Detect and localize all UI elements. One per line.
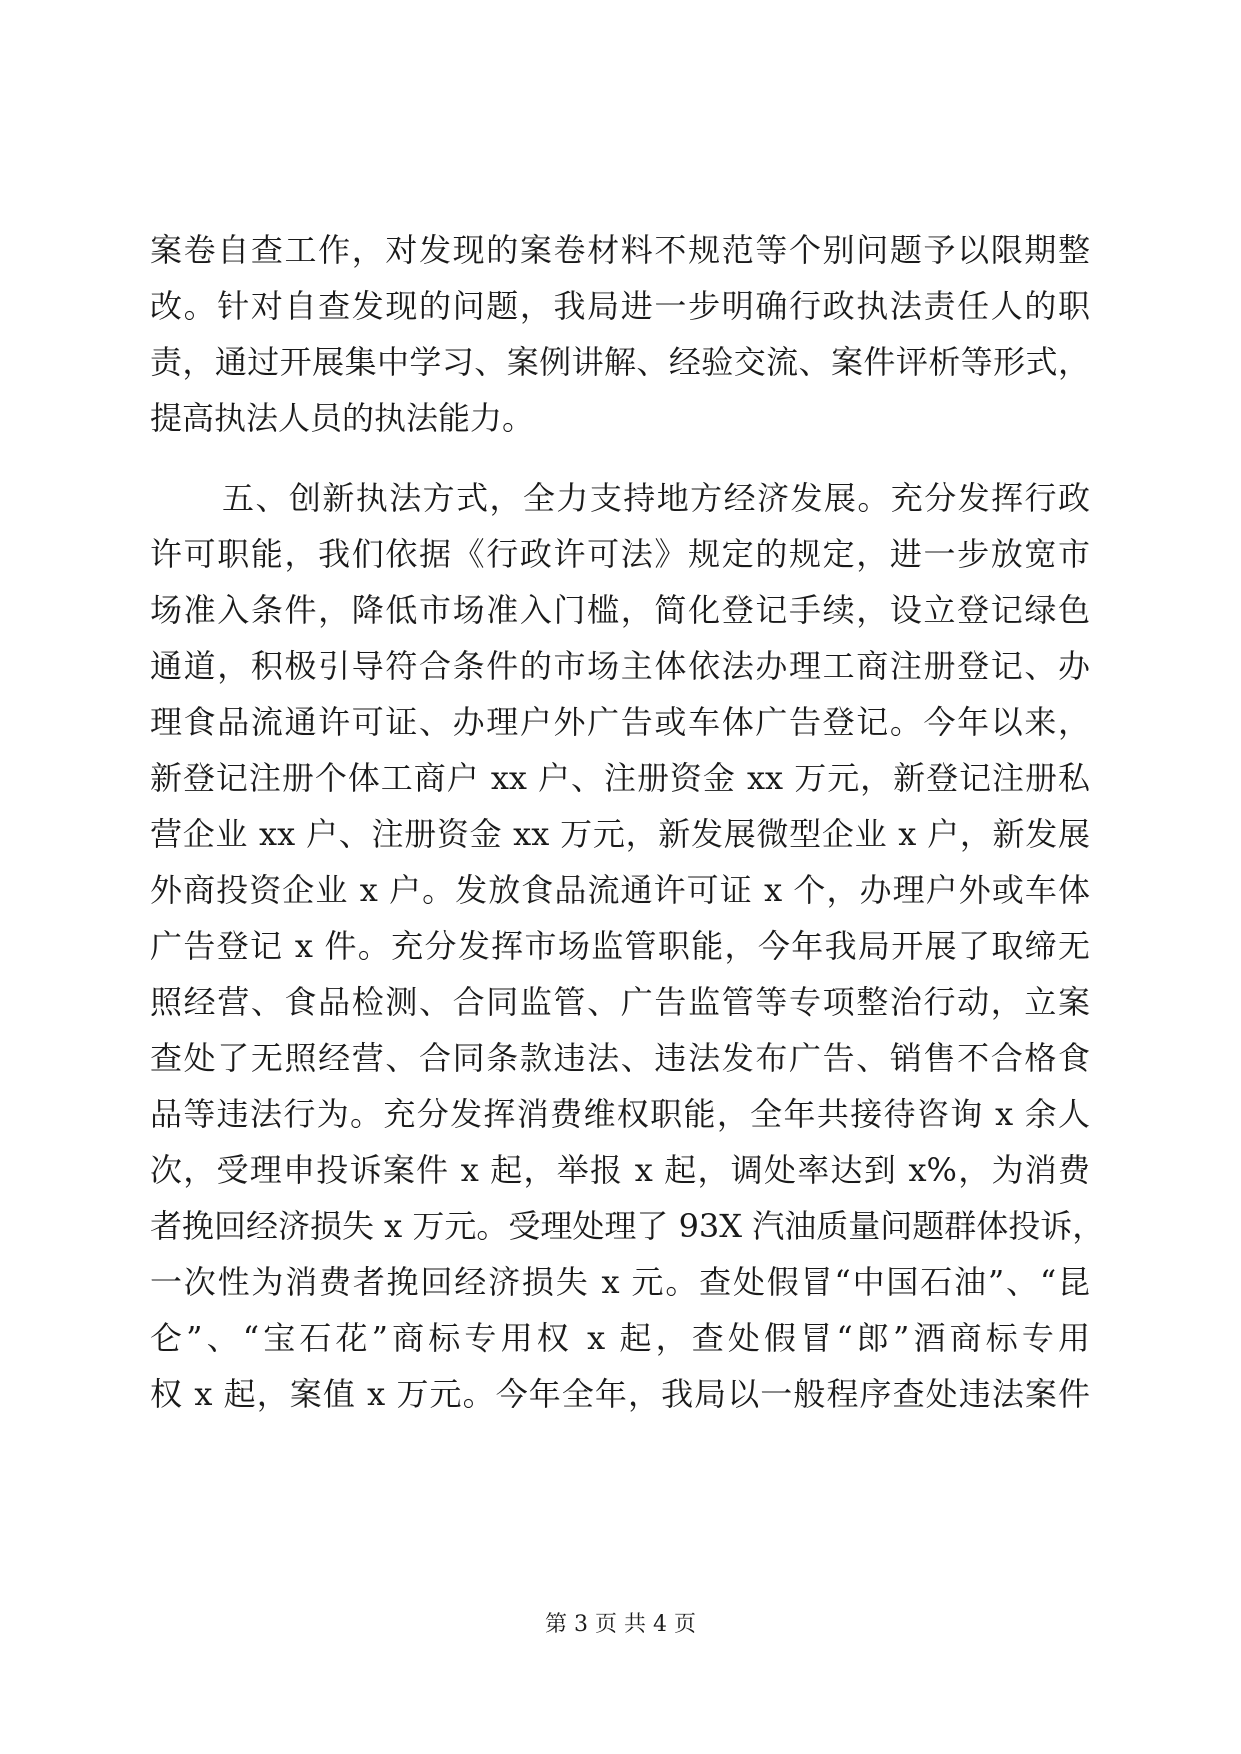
text-line: 查处了无照经营、合同条款违法、违法发布广告、销售不合格食 [150, 1039, 1090, 1077]
page-number-footer: 第 3 页 共 4 页 [545, 1612, 696, 1637]
text-line: 照经营、食品检测、合同监管、广告监管等专项整治行动，立案 [150, 983, 1090, 1021]
text-line: 理食品流通许可证、办理户外广告或车体广告登记。今年以来， [150, 703, 1090, 741]
text-line: 场准入条件，降低市场准入门槛，简化登记手续，设立登记绿色 [150, 591, 1090, 629]
text-line: 仑”、“宝石花”商标专用权 x 起，查处假冒“郎”酒商标专用 [150, 1319, 1090, 1357]
text-line: 营企业 xx 户、注册资金 xx 万元，新发展微型企业 x 户，新发展 [150, 815, 1090, 853]
text-line: 许可职能，我们依据《行政许可法》规定的规定，进一步放宽市 [150, 535, 1090, 573]
paragraph-spacer [150, 446, 1090, 470]
paragraph-self-inspection [150, 222, 1090, 446]
text-line: 者挽回经济损失 x 万元。受理处理了 93X 汽油质量问题群体投诉， [150, 1207, 1105, 1245]
text-line: 改。针对自查发现的问题，我局进一步明确行政执法责任人的职 [150, 287, 1090, 325]
text-line: 责，通过开展集中学习、案例讲解、经验交流、案件评析等形式， [150, 343, 1090, 381]
text-line: 外商投资企业 x 户。发放食品流通许可证 x 个，办理户外或车体 [150, 871, 1090, 909]
text-line: 五、创新执法方式，全力支持地方经济发展。充分发挥行政 [222, 479, 1090, 517]
text-line: 案卷自查工作，对发现的案卷材料不规范等个别问题予以限期整 [150, 231, 1090, 269]
paragraph-innovation [150, 470, 1105, 1422]
text-line: 权 x 起，案值 x 万元。今年全年，我局以一般程序查处违法案件 [150, 1375, 1090, 1413]
text-line: 广告登记 x 件。充分发挥市场监管职能，今年我局开展了取缔无 [150, 927, 1090, 965]
text-line: 提高执法人员的执法能力。 [150, 399, 535, 437]
text-line: 次，受理申投诉案件 x 起，举报 x 起，调处率达到 x%，为消费 [150, 1151, 1090, 1189]
text-line: 新登记注册个体工商户 xx 户、注册资金 xx 万元，新登记注册私 [150, 759, 1090, 797]
text-line: 通道，积极引导符合条件的市场主体依法办理工商注册登记、办 [150, 647, 1090, 685]
text-line: 品等违法行为。充分发挥消费维权职能，全年共接待咨询 x 余人 [150, 1095, 1090, 1133]
document-body [150, 222, 1105, 1422]
text-line: 一次性为消费者挽回经济损失 x 元。查处假冒“中国石油”、“昆 [150, 1263, 1090, 1301]
